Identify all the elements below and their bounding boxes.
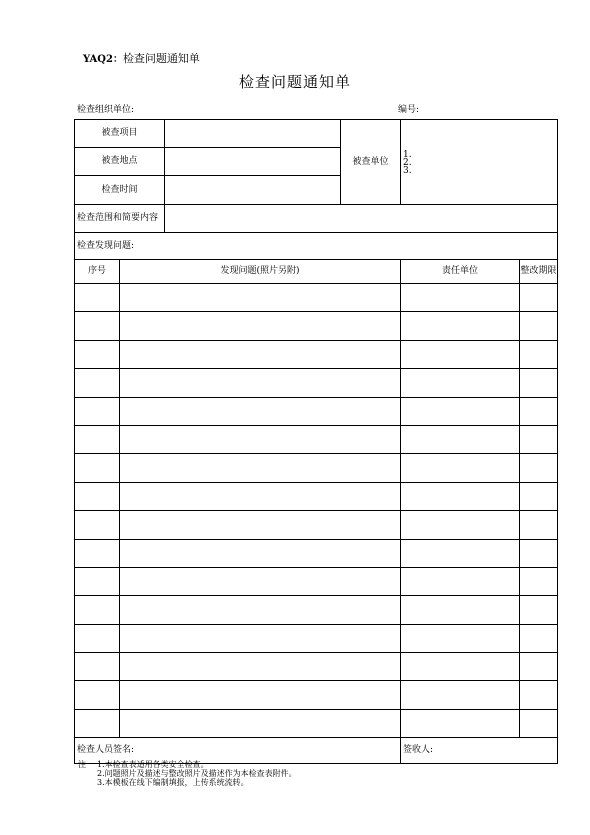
form-code: YAQ2	[83, 54, 113, 65]
time-value-cell[interactable]	[165, 176, 341, 205]
table-row	[75, 709, 558, 737]
table-row	[75, 539, 558, 567]
responsible-unit-cell[interactable]	[401, 369, 520, 396]
deadline-cell[interactable]	[520, 483, 557, 510]
table-row	[75, 454, 558, 482]
table-row	[75, 624, 558, 652]
issue-cell[interactable]	[120, 681, 401, 709]
responsible-unit-cell[interactable]	[401, 568, 520, 595]
notes-prefix: 注	[78, 760, 86, 769]
table-row	[75, 511, 558, 539]
deadline-cell[interactable]	[520, 312, 557, 339]
org-label: 检查组织单位:	[77, 105, 135, 115]
responsible-unit-cell[interactable]	[401, 341, 520, 368]
note-item: 2.问题照片及描述与整改照片及描述作为本检查表附件。	[97, 769, 297, 778]
seq-cell[interactable]	[75, 709, 120, 737]
location-label: 被查地点	[75, 148, 165, 176]
responsible-unit-cell[interactable]	[401, 284, 520, 311]
deadline-cell[interactable]	[520, 284, 557, 311]
deadline-cell[interactable]	[520, 681, 557, 708]
col-header-deadline: 整改期限	[520, 266, 557, 276]
table-row	[75, 681, 558, 709]
unit-list-item: 2.	[403, 158, 412, 168]
unit-deadline-cell[interactable]	[401, 340, 558, 368]
unit-deadline-cell[interactable]	[401, 397, 558, 425]
unit-label: 被查单位	[341, 120, 401, 205]
col-header-issue: 发现问题(照片另附)	[120, 260, 401, 284]
issue-cell[interactable]	[120, 624, 401, 652]
deadline-cell[interactable]	[520, 540, 557, 567]
deadline-cell[interactable]	[520, 454, 557, 481]
table-row	[75, 312, 558, 340]
seq-cell[interactable]	[75, 312, 120, 340]
seq-cell[interactable]	[75, 340, 120, 368]
table-row	[75, 369, 558, 397]
unit-deadline-cell[interactable]	[401, 624, 558, 652]
seq-cell[interactable]	[75, 482, 120, 510]
table-row	[75, 567, 558, 595]
deadline-cell[interactable]	[520, 596, 557, 623]
seq-cell[interactable]	[75, 425, 120, 453]
responsible-unit-cell[interactable]	[401, 426, 520, 453]
item-label: 被查项目	[75, 120, 165, 148]
deadline-cell[interactable]	[520, 625, 557, 652]
table-row	[75, 596, 558, 624]
notes	[78, 760, 297, 787]
issue-cell[interactable]	[120, 511, 401, 539]
issue-cell[interactable]	[120, 653, 401, 681]
unit-deadline-cell[interactable]	[401, 369, 558, 397]
inspector-label: 检查人员签名:	[75, 738, 401, 764]
responsible-unit-cell[interactable]	[401, 483, 520, 510]
note-item: 1.本检查表适用各类安全检查。	[97, 760, 209, 769]
unit-list-item: 3.	[403, 166, 412, 176]
responsible-unit-cell[interactable]	[401, 625, 520, 652]
form-code-line	[83, 50, 200, 66]
deadline-cell[interactable]	[520, 369, 557, 396]
issue-cell[interactable]	[120, 567, 401, 595]
unit-deadline-cell[interactable]	[401, 709, 558, 737]
receiver-wrap	[401, 738, 558, 764]
table-row	[75, 482, 558, 510]
seq-cell[interactable]	[75, 624, 120, 652]
issue-cell[interactable]	[120, 312, 401, 340]
col-header-unit: 责任单位	[401, 260, 520, 283]
unit-deadline-cell[interactable]	[401, 511, 558, 539]
scope-label: 检查范围和简要内容	[75, 205, 165, 233]
col-header-seq: 序号	[75, 260, 120, 284]
form-code-separator: ：	[112, 54, 123, 65]
responsible-unit-cell[interactable]	[401, 511, 520, 538]
unit-deadline-cell[interactable]	[401, 312, 558, 340]
unit-deadline-cell[interactable]	[401, 454, 558, 482]
seq-cell[interactable]	[75, 284, 120, 312]
table-row	[75, 425, 558, 453]
unit-deadline-cell[interactable]	[401, 653, 558, 681]
unit-list-cell[interactable]	[401, 120, 558, 205]
issue-cell[interactable]	[120, 596, 401, 624]
page-title: 检查问题通知单	[238, 73, 351, 91]
deadline-cell[interactable]	[520, 398, 557, 425]
issue-cell[interactable]	[120, 284, 401, 312]
seq-cell[interactable]	[75, 539, 120, 567]
issue-cell[interactable]	[120, 340, 401, 368]
responsible-unit-cell[interactable]	[401, 540, 520, 567]
responsible-unit-cell[interactable]	[401, 681, 520, 708]
issue-cell[interactable]	[120, 369, 401, 397]
seq-cell[interactable]	[75, 454, 120, 482]
note-item: 3.本模板在线下编制填报，上传系统流转。	[97, 778, 249, 787]
deadline-cell[interactable]	[520, 426, 557, 453]
seq-cell[interactable]	[75, 369, 120, 397]
deadline-cell[interactable]	[520, 653, 557, 680]
issue-cell[interactable]	[120, 397, 401, 425]
seq-cell[interactable]	[75, 511, 120, 539]
deadline-cell[interactable]	[520, 341, 557, 368]
unit-deadline-cell[interactable]	[401, 539, 558, 567]
table-row	[75, 340, 558, 368]
deadline-cell[interactable]	[520, 511, 557, 538]
issue-cell[interactable]	[120, 454, 401, 482]
location-value-cell[interactable]	[165, 148, 341, 176]
unit-deadline-cell[interactable]	[401, 425, 558, 453]
responsible-unit-cell[interactable]	[401, 653, 520, 680]
table-row	[75, 653, 558, 681]
unit-deadline-cell[interactable]	[401, 482, 558, 510]
number-label: 编号:	[398, 105, 420, 115]
responsible-unit-cell[interactable]	[401, 398, 520, 425]
time-label: 检查时间	[75, 176, 165, 205]
issue-cell[interactable]	[120, 425, 401, 453]
unit-deadline-cell[interactable]	[401, 567, 558, 595]
issue-cell[interactable]	[120, 482, 401, 510]
receiver-label: 签收人:	[403, 745, 434, 756]
deadline-cell[interactable]	[520, 568, 557, 595]
col-header-split	[401, 260, 558, 284]
issue-cell[interactable]	[120, 709, 401, 737]
unit-deadline-cell[interactable]	[401, 596, 558, 624]
seq-cell[interactable]	[75, 397, 120, 425]
seq-cell[interactable]	[75, 567, 120, 595]
unit-deadline-cell[interactable]	[401, 681, 558, 709]
seq-cell[interactable]	[75, 596, 120, 624]
unit-list-item: 1.	[403, 150, 412, 160]
seq-cell[interactable]	[75, 681, 120, 709]
table-row	[75, 284, 558, 312]
issue-cell[interactable]	[120, 539, 401, 567]
notice-table	[74, 119, 558, 764]
unit-deadline-cell[interactable]	[401, 284, 558, 312]
responsible-unit-cell[interactable]	[401, 454, 520, 481]
scope-value-cell[interactable]	[165, 205, 558, 233]
table-row	[75, 397, 558, 425]
deadline-cell[interactable]	[520, 710, 557, 737]
findings-label: 检查发现问题:	[75, 233, 558, 260]
responsible-unit-cell[interactable]	[401, 312, 520, 339]
seq-cell[interactable]	[75, 653, 120, 681]
item-value-cell[interactable]	[165, 120, 341, 148]
responsible-unit-cell[interactable]	[401, 596, 520, 623]
form-code-title: 检查问题通知单	[122, 52, 200, 65]
responsible-unit-cell[interactable]	[401, 710, 520, 737]
